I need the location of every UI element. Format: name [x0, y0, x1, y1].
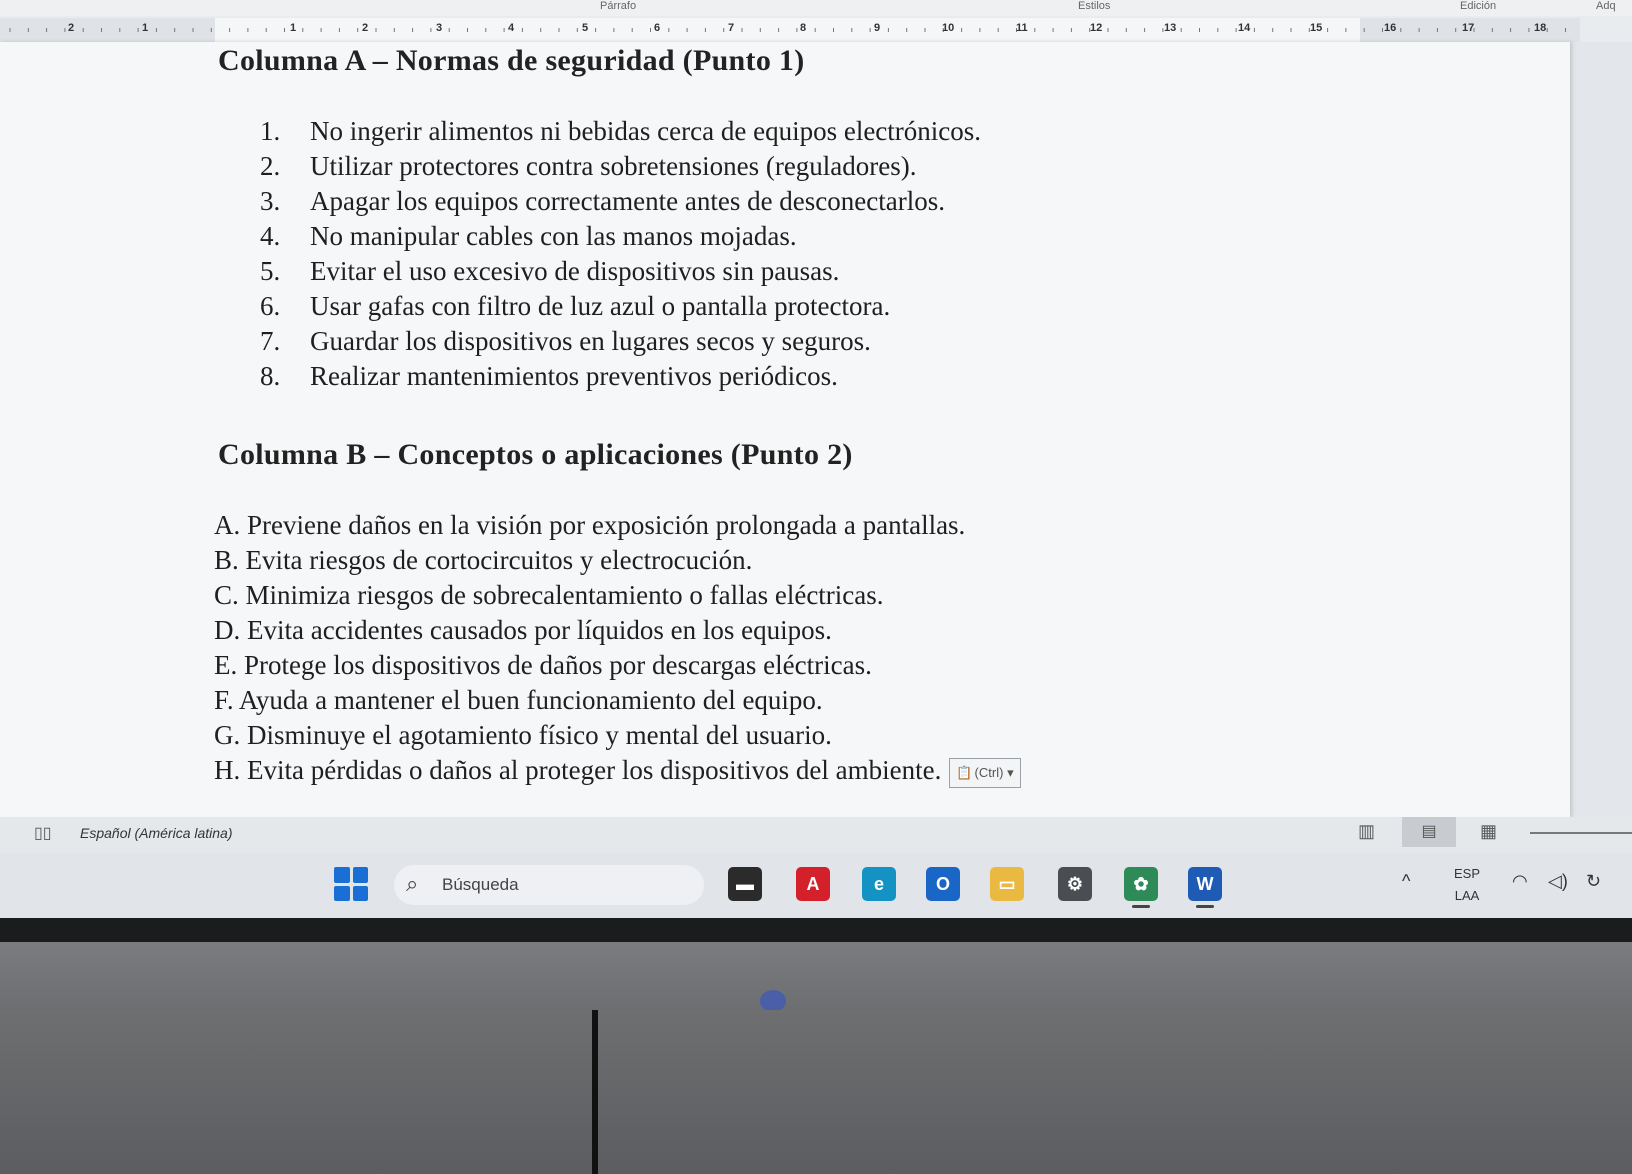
ruler-number: 9 — [874, 22, 881, 34]
list-item: 7. Guardar los dispositivos en lugares secos y seguros. — [260, 326, 871, 356]
horizontal-ruler[interactable] — [0, 18, 1580, 42]
list-item: 8. Realizar mantenimientos preventivos periódicos. — [260, 361, 838, 391]
heading-column-a: Columna A – Normas de seguridad (Punto 1) — [218, 44, 805, 77]
paste-options-button[interactable]: 📋 (Ctrl) ▾ — [949, 758, 1020, 788]
ribbon-group-addins[interactable]: Adq — [1596, 0, 1616, 12]
ribbon-group-paragraph[interactable]: Párrafo — [600, 0, 637, 12]
monitor-bezel — [0, 918, 1632, 942]
windows-start-icon[interactable] — [334, 867, 368, 901]
ruler-number: 2 — [362, 22, 369, 34]
proofing-icon[interactable]: ▯▯ — [34, 825, 52, 842]
ruler-number: 3 — [436, 22, 443, 34]
settings-icon[interactable]: ⚙ — [1058, 867, 1092, 901]
list-item: E. Protege los dispositivos de daños por descargas eléctricas. — [214, 650, 872, 680]
list-item: 2. Utilizar protectores contra sobretensiones (reguladores). — [260, 151, 917, 181]
input-language-indicator[interactable]: ESP LAA — [1454, 866, 1481, 903]
outlook-icon[interactable]: O — [926, 867, 960, 901]
heading-column-b: Columna B – Conceptos o aplicaciones (Punto 2) — [218, 438, 853, 471]
ruler-number: 2 — [68, 22, 75, 34]
zoom-slider[interactable] — [1530, 832, 1632, 834]
ruler-number: 16 — [1384, 22, 1397, 34]
taskbar-search[interactable]: ⌕ Búsqueda — [394, 865, 704, 905]
monitor-logo — [760, 990, 786, 1012]
list-item: D. Evita accidentes causados por líquidos en los equipos. — [214, 615, 832, 645]
ribbon-group-styles[interactable]: Estilos — [1078, 0, 1111, 12]
ruler-number: 14 — [1238, 22, 1251, 34]
search-icon: ⌕ — [406, 871, 419, 896]
list-item: F. Ayuda a mantener el buen funcionamiento del equipo. — [214, 685, 823, 715]
ruler-number: 18 — [1534, 22, 1547, 34]
task-view-icon[interactable]: ▬ — [728, 867, 762, 901]
ruler-number: 11 — [1016, 22, 1028, 34]
web-layout-icon[interactable]: ▦ — [1480, 821, 1498, 841]
list-item: G. Disminuye el agotamiento físico y mental del usuario. — [214, 720, 832, 750]
list-item: H. Evita pérdidas o daños al proteger los dispositivos del ambiente. 📋 (Ctrl) ▾ — [214, 753, 1021, 788]
ruler-number: 8 — [800, 22, 807, 34]
ruler-number: 7 — [728, 22, 735, 34]
ruler-number: 6 — [654, 22, 661, 34]
file-explorer-icon[interactable]: ▭ — [990, 867, 1024, 901]
document-canvas — [0, 42, 1632, 817]
show-hidden-icons-chevron-icon[interactable]: ^ — [1402, 871, 1411, 891]
list-item: 5. Evitar el uso excesivo de dispositivos sin pausas. — [260, 256, 840, 286]
word-icon[interactable]: W — [1188, 867, 1222, 901]
edge-icon[interactable]: e — [862, 867, 896, 901]
monitor-body — [0, 942, 1632, 1010]
list-item: 4. No manipular cables con las manos mojadas. — [260, 221, 797, 251]
wifi-icon[interactable]: ◠ — [1512, 871, 1528, 891]
list-item: 1. No ingerir alimentos ni bebidas cerca de equipos electrónicos. — [260, 116, 982, 146]
battery-icon[interactable]: ↻ — [1586, 871, 1602, 891]
ribbon-group-editing[interactable]: Edición — [1460, 0, 1497, 12]
ruler-number: 13 — [1164, 22, 1177, 34]
list-item: C. Minimiza riesgos de sobrecalentamiento o fallas eléctricas. — [214, 580, 884, 610]
desk-surface — [0, 1010, 1632, 1174]
chevron-down-icon: ▾ — [1007, 764, 1014, 780]
ruler-number: 5 — [582, 22, 589, 34]
ruler-number: 1 — [290, 22, 297, 34]
clipboard-icon: 📋 — [956, 764, 973, 780]
acrobat-icon[interactable]: A — [796, 867, 830, 901]
ribbon-group-labels — [0, 0, 1632, 16]
ruler-number: 10 — [942, 22, 955, 34]
ruler-number: 4 — [508, 22, 515, 34]
list-item: B. Evita riesgos de cortocircuitos y electrocución. — [214, 545, 753, 575]
list-item: 6. Usar gafas con filtro de luz azul o pantalla protectora. — [260, 291, 891, 321]
ruler-number: 15 — [1310, 22, 1323, 34]
concepts-list — [214, 508, 1021, 788]
document-page[interactable] — [0, 42, 1570, 817]
list-item: A. Previene daños en la visión por exposición prolongada a pantallas. — [214, 510, 966, 540]
ruler-number: 1 — [142, 22, 149, 34]
status-bar — [0, 817, 1632, 853]
taskbar — [0, 853, 1632, 918]
list-item: 3. Apagar los equipos correctamente antes de desconectarlos. — [260, 186, 945, 216]
volume-icon[interactable]: ◁) — [1548, 871, 1568, 891]
ruler-number: 17 — [1462, 22, 1475, 34]
safety-rules-list — [260, 114, 981, 394]
ruler-ticks — [0, 18, 1580, 42]
running-app-indicator — [1196, 905, 1214, 908]
print-layout-icon[interactable]: ▤ — [1402, 817, 1456, 847]
running-app-indicator — [1132, 905, 1150, 908]
language-indicator[interactable]: Español (América latina) — [80, 825, 233, 841]
ruler-number: 12 — [1090, 22, 1103, 34]
copilot-icon[interactable]: ✿ — [1124, 867, 1158, 901]
cable — [592, 1010, 598, 1174]
read-mode-icon[interactable]: ▥ — [1358, 821, 1376, 841]
